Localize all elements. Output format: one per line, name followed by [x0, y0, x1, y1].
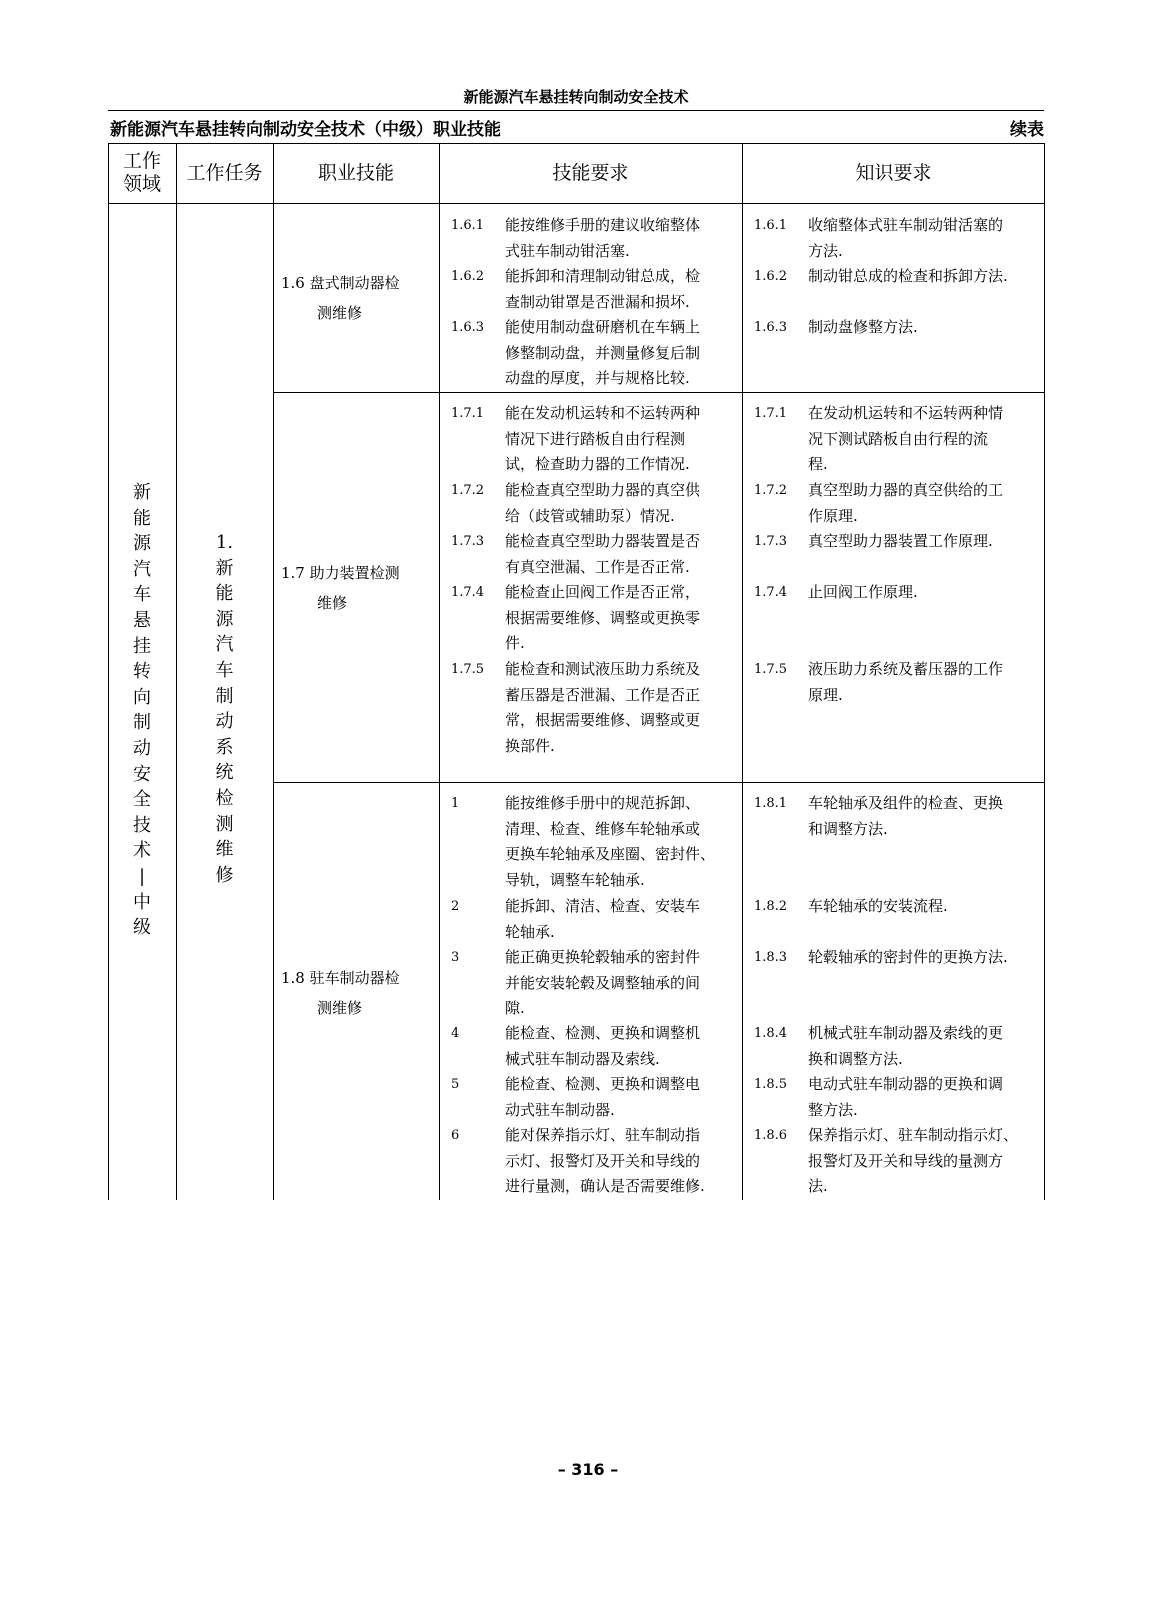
- knowledge-requirement-line: 整方法.: [808, 1100, 858, 1119]
- knowledge-requirement-line: 况下测试踏板自由行程的流: [808, 429, 989, 448]
- skill-requirement-line: 能检查、检测、更换和调整机: [505, 1024, 701, 1042]
- skill-requirement-text: [505, 264, 700, 315]
- knowledge-requirement-number: 1.7.1: [754, 406, 788, 421]
- knowledge-requirement: [754, 401, 1044, 478]
- skill-requirement-text: [505, 894, 700, 945]
- skill-requirement: [451, 894, 741, 945]
- skill-requirement: [451, 529, 741, 580]
- skill-requirement-line: 情况下进行踏板自由行程测: [505, 429, 686, 448]
- knowledge-requirement-number: 1.8.4: [754, 1026, 788, 1041]
- header-knowledge-requirement: 知识要求: [855, 161, 932, 184]
- domain-char: 新: [133, 482, 151, 503]
- knowledge-requirement-line: 和调整方法.: [808, 819, 888, 838]
- skill-requirement-number: 2: [451, 899, 460, 914]
- knowledge-requirement: [754, 791, 1044, 842]
- task-char: 制: [215, 685, 234, 707]
- running-head: 新能源汽车悬挂转向制动安全技术: [463, 88, 689, 106]
- knowledge-requirement-text: [808, 315, 918, 341]
- skill-requirement-line: 能检查、检测、更换和调整电: [505, 1075, 701, 1093]
- header-skill-requirement: 技能要求: [552, 161, 629, 184]
- skill-requirement-text: [505, 791, 715, 893]
- continued-label: 续表: [1010, 120, 1044, 140]
- skill-requirement-line: 修整制动盘，并测量修复后制: [505, 343, 701, 362]
- knowledge-requirement: [754, 945, 1044, 971]
- skills-table: [108, 143, 1045, 1200]
- knowledge-requirement-number: 1.6.2: [754, 269, 788, 284]
- knowledge-requirement-line: 法.: [808, 1177, 828, 1195]
- skill-requirement-line: 试，检查助力器的工作情况.: [505, 455, 690, 473]
- header-rule: [108, 110, 1044, 111]
- task-char: 修: [215, 864, 234, 886]
- skill-requirement-line: 动式驻车制动器.: [505, 1100, 615, 1119]
- domain-char: 制: [133, 712, 151, 734]
- task-char: 汽: [215, 634, 234, 656]
- knowledge-requirement-number: 1.7.5: [754, 662, 788, 677]
- knowledge-requirement-text: [808, 213, 1003, 264]
- skill-requirement-text: [505, 945, 700, 1022]
- skill-requirement: [451, 1123, 741, 1200]
- domain-char: 中: [133, 891, 151, 913]
- skill-requirement-line: 能对保养指示灯、驻车制动指: [505, 1126, 701, 1144]
- knowledge-requirement: [754, 580, 1044, 606]
- header-domain: [108, 143, 176, 203]
- skill-requirement-line: 动盘的厚度，并与规格比较.: [505, 369, 690, 387]
- domain-char: 源: [133, 533, 151, 555]
- skill-requirement-line: 给（歧管或辅助泵）情况.: [505, 506, 675, 525]
- header-domain-text: 工作领域: [122, 150, 161, 195]
- task-char: 动: [215, 711, 234, 733]
- skill-requirement-number: 1.7.2: [451, 483, 485, 498]
- skill-requirement-text: [505, 1072, 700, 1123]
- skill-requirement: [451, 791, 741, 893]
- column-border: [439, 143, 440, 1200]
- knowledge-requirement-line: 制动盘修整方法.: [808, 318, 918, 336]
- skill-requirement-line: 能检查和测试液压助力系统及: [505, 660, 701, 678]
- knowledge-requirement: [754, 1021, 1044, 1072]
- skill-name-line: 1.7 助力装置检测: [281, 564, 400, 582]
- skill-requirement-text: [505, 1123, 705, 1200]
- knowledge-requirement-number: 1.6.1: [754, 218, 788, 233]
- task-char: 1.: [215, 532, 234, 553]
- skill-name: [273, 268, 439, 328]
- knowledge-requirement-line: 方法.: [808, 241, 843, 260]
- skill-requirement-line: 进行量测，确认是否需要维修.: [505, 1177, 705, 1195]
- knowledge-requirement: [754, 894, 1044, 920]
- section-border: [273, 392, 1045, 393]
- knowledge-requirement-line: 报警灯及开关和导线的量测方: [808, 1151, 1004, 1170]
- skill-requirement: [451, 315, 741, 392]
- task-char: 检: [215, 787, 234, 809]
- knowledge-requirement-line: 车轮轴承的安装流程.: [808, 897, 948, 915]
- header-skill: 职业技能: [317, 161, 394, 184]
- knowledge-requirement-text: [808, 1072, 1003, 1123]
- skill-requirement-line: 能正确更换轮毂轴承的密封件: [505, 948, 701, 966]
- skill-requirement-line: 能检查真空型助力器的真空供: [505, 481, 701, 499]
- knowledge-requirement-text: [808, 945, 1008, 971]
- skill-requirement-number: 3: [451, 950, 460, 965]
- task-char: 能: [215, 583, 234, 605]
- knowledge-requirement-line: 真空型助力器的真空供给的工: [808, 481, 1004, 499]
- knowledge-requirement-number: 1.8.2: [754, 899, 788, 914]
- skill-requirement-line: 换部件.: [505, 736, 555, 755]
- skill-requirement-text: [505, 478, 700, 529]
- knowledge-requirement: [754, 1123, 1044, 1200]
- skill-requirement-line: 轮轴承.: [505, 922, 555, 941]
- domain-char: 安: [133, 763, 151, 785]
- skill-requirement-number: 1.6.2: [451, 269, 485, 284]
- domain-char: 车: [133, 584, 151, 606]
- domain-char: 级: [133, 917, 151, 939]
- knowledge-requirement: [754, 264, 1044, 290]
- table-title: 新能源汽车悬挂转向制动安全技术（中级）职业技能: [110, 120, 501, 140]
- skill-requirement-line: 能拆卸、清洁、检查、安装车: [505, 897, 701, 915]
- skill-requirement: [451, 1021, 741, 1072]
- skill-requirement: [451, 401, 741, 478]
- knowledge-requirement-number: 1.8.3: [754, 950, 788, 965]
- section-border: [273, 782, 1045, 783]
- skill-requirement-text: [505, 580, 700, 657]
- skill-name-line: 维修: [317, 594, 348, 612]
- skill-requirement-line: 清理、检查、维修车轮轴承或: [505, 819, 701, 838]
- skill-requirement-line: 式驻车制动钳活塞.: [505, 241, 630, 260]
- task-char: 维: [215, 839, 234, 861]
- skill-requirement-text: [505, 213, 700, 264]
- knowledge-requirement-number: 1.7.4: [754, 585, 788, 600]
- skill-requirement-text: [505, 401, 700, 478]
- skill-requirement-number: 1.6.3: [451, 320, 485, 335]
- knowledge-requirement-number: 1.7.2: [754, 483, 788, 498]
- knowledge-requirement-text: [808, 1021, 1003, 1072]
- knowledge-requirement-line: 真空型助力器装置工作原理.: [808, 532, 993, 550]
- knowledge-requirement-number: 1.8.6: [754, 1128, 788, 1143]
- domain-char: 汽: [133, 558, 151, 580]
- knowledge-requirement-text: [808, 657, 1003, 708]
- skill-requirement-line: 能检查真空型助力器装置是否: [505, 532, 701, 550]
- skill-requirement-text: [505, 1021, 700, 1072]
- knowledge-requirement-line: 原理.: [808, 685, 843, 704]
- skill-requirement-number: 1.7.5: [451, 662, 485, 677]
- skill-requirement-line: 能检查止回阀工作是否正常，: [505, 583, 701, 601]
- knowledge-requirement-line: 机械式驻车制动器及索线的更: [808, 1024, 1004, 1042]
- skill-name: [273, 558, 439, 618]
- skill-requirement-line: 能按维修手册中的规范拆卸、: [505, 794, 701, 812]
- domain-char: 术: [133, 840, 151, 862]
- skill-name-line: 1.6 盘式制动器检: [281, 274, 400, 292]
- skill-requirement-line: 能拆卸和清理制动钳总成，检: [505, 267, 701, 285]
- task-char: 系: [215, 736, 234, 758]
- header-task: 工作任务: [186, 161, 263, 184]
- knowledge-requirement-line: 止回阀工作原理.: [808, 583, 918, 601]
- task-char: 测: [215, 813, 234, 835]
- skill-requirement-number: 1: [451, 796, 460, 811]
- knowledge-requirement-number: 1.7.3: [754, 534, 788, 549]
- knowledge-requirement-text: [808, 580, 918, 606]
- knowledge-requirement: [754, 657, 1044, 708]
- work-task-cell: [176, 530, 273, 888]
- knowledge-requirement-text: [808, 894, 948, 920]
- knowledge-requirement-number: 1.6.3: [754, 320, 788, 335]
- knowledge-requirement: [754, 478, 1044, 529]
- skill-requirement-number: 1.6.1: [451, 218, 485, 233]
- skill-name-line: 测维修: [317, 999, 363, 1017]
- skill-requirement: [451, 478, 741, 529]
- skill-requirement: [451, 945, 741, 1022]
- task-char: 源: [215, 608, 234, 630]
- skill-requirement-line: 更换车轮轴承及座圈、密封件、: [505, 845, 716, 863]
- task-char: 新: [215, 557, 234, 579]
- knowledge-requirement-line: 保养指示灯、驻车制动指示灯、: [808, 1126, 1019, 1144]
- domain-char: 向: [133, 686, 151, 708]
- skill-requirement-text: [505, 657, 700, 759]
- table-top-border: [108, 143, 1045, 144]
- knowledge-requirement-text: [808, 478, 1003, 529]
- skill-requirement-number: 1.7.4: [451, 585, 485, 600]
- task-char: 统: [215, 762, 234, 784]
- knowledge-requirement: [754, 529, 1044, 555]
- column-border: [108, 143, 109, 1200]
- page-number: – 316 –: [557, 1460, 619, 1479]
- skill-requirement-line: 有真空泄漏、工作是否正常.: [505, 557, 690, 576]
- skill-requirement-line: 能使用制动盘研磨机在车辆上: [505, 318, 701, 336]
- skill-requirement-number: 6: [451, 1128, 460, 1143]
- knowledge-requirement-line: 液压助力系统及蓄压器的工作: [808, 660, 1004, 678]
- skill-requirement-number: 5: [451, 1077, 460, 1092]
- skill-requirement-line: 能在发动机运转和不运转两种: [505, 404, 701, 422]
- column-border: [1044, 143, 1045, 1200]
- domain-char: 转: [133, 661, 151, 683]
- knowledge-requirement-line: 轮毂轴承的密封件的更换方法.: [808, 948, 1008, 966]
- knowledge-requirement-line: 车轮轴承及组件的检查、更换: [808, 794, 1004, 812]
- skill-requirement: [451, 264, 741, 315]
- skill-requirement-line: 能按维修手册的建议收缩整体: [505, 216, 701, 234]
- skill-requirement-line: 常，根据需要维修、调整或更: [505, 711, 701, 729]
- knowledge-requirement-line: 换和调整方法.: [808, 1049, 903, 1068]
- column-border: [742, 143, 743, 1200]
- skill-requirement-line: 示灯、报警灯及开关和导线的: [505, 1151, 701, 1170]
- knowledge-requirement-line: 收缩整体式驻车制动钳活塞的: [808, 216, 1004, 234]
- knowledge-requirement-text: [808, 264, 1008, 290]
- table-header-border: [108, 203, 1045, 204]
- knowledge-requirement-text: [808, 401, 1003, 478]
- domain-char: 动: [133, 737, 151, 759]
- skill-requirement-line: 导轨，调整车轮轴承.: [505, 870, 645, 889]
- skill-name-line: 1.8 驻车制动器检: [281, 969, 400, 987]
- skill-requirement-number: 1.7.1: [451, 406, 485, 421]
- knowledge-requirement-line: 制动钳总成的检查和拆卸方法.: [808, 267, 1008, 285]
- skill-requirement-line: 蓄压器是否泄漏、工作是否正: [505, 685, 701, 704]
- skill-requirement: [451, 1072, 741, 1123]
- knowledge-requirement-line: 电动式驻车制动器的更换和调: [808, 1075, 1004, 1093]
- domain-char: |: [138, 865, 146, 887]
- domain-char: 全: [133, 789, 151, 811]
- knowledge-requirement-line: 程.: [808, 455, 828, 473]
- skill-requirement-number: 4: [451, 1026, 460, 1041]
- skill-requirement: [451, 213, 741, 264]
- skill-requirement-line: 并能安装轮毂及调整轴承的间: [505, 973, 701, 992]
- knowledge-requirement-number: 1.8.1: [754, 796, 788, 811]
- skill-requirement-number: 1.7.3: [451, 534, 485, 549]
- column-border: [176, 143, 177, 1200]
- knowledge-requirement-text: [808, 529, 993, 555]
- skill-requirement: [451, 580, 741, 657]
- knowledge-requirement: [754, 213, 1044, 264]
- task-char: 车: [215, 659, 234, 681]
- knowledge-requirement-line: 作原理.: [808, 506, 858, 525]
- work-domain-cell: [108, 480, 176, 941]
- domain-char: 挂: [133, 635, 151, 657]
- skill-requirement: [451, 657, 741, 759]
- domain-char: 能: [133, 507, 151, 529]
- domain-char: 技: [133, 814, 151, 836]
- knowledge-requirement-text: [808, 791, 1003, 842]
- skill-requirement-text: [505, 315, 700, 392]
- skill-requirement-text: [505, 529, 700, 580]
- skill-name: [273, 963, 439, 1023]
- knowledge-requirement-line: 在发动机运转和不运转两种情: [808, 404, 1004, 422]
- skill-requirement-line: 根据需要维修、调整或更换零: [505, 608, 701, 627]
- skill-requirement-line: 械式驻车制动器及索线.: [505, 1049, 660, 1068]
- knowledge-requirement: [754, 1072, 1044, 1123]
- knowledge-requirement-number: 1.8.5: [754, 1077, 788, 1092]
- domain-char: 悬: [133, 609, 151, 631]
- skill-requirement-line: 查制动钳罩是否泄漏和损坏.: [505, 292, 690, 311]
- knowledge-requirement: [754, 315, 1044, 341]
- skill-name-line: 测维修: [317, 304, 363, 322]
- skill-requirement-line: 件.: [505, 634, 525, 652]
- knowledge-requirement-text: [808, 1123, 1018, 1200]
- skill-requirement-line: 隙.: [505, 999, 525, 1017]
